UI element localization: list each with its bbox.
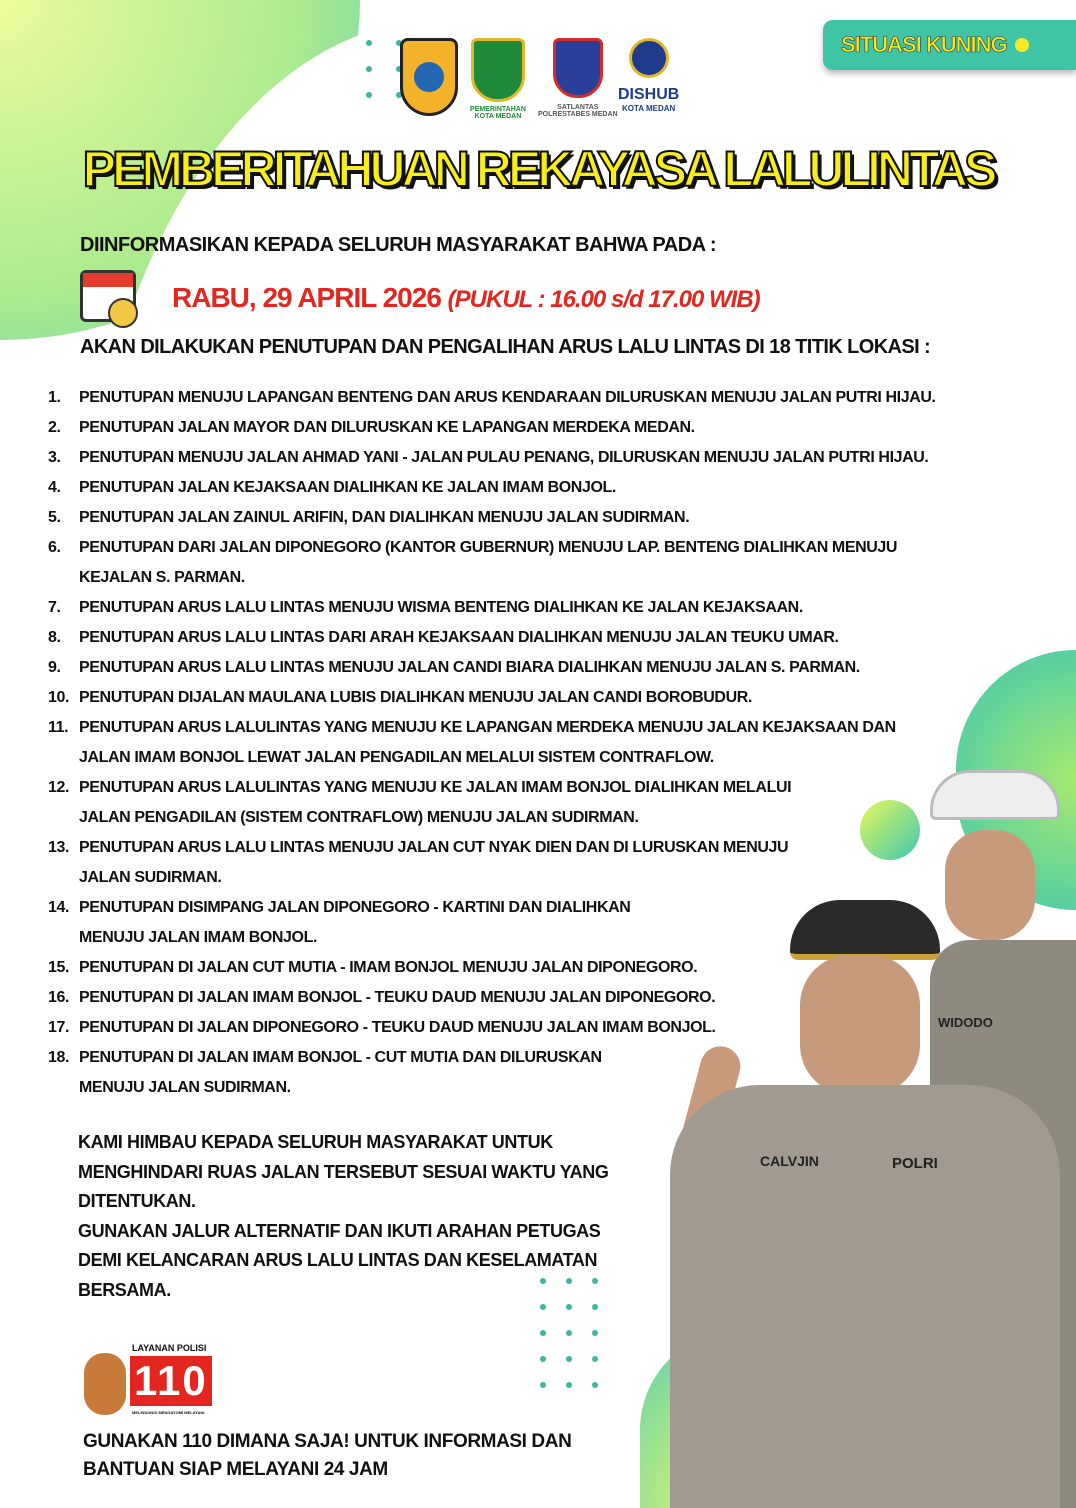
item-number: 5. — [48, 509, 61, 526]
item-text: PENUTUPAN ARUS LALULINTAS YANG MENUJU KE JALAN IMAM BONJOL DIALIHKAN MELALUI — [79, 779, 792, 796]
appeal-line: DEMI KELANCARAN ARUS LALU LINTAS DAN KESELAMATAN — [78, 1250, 598, 1270]
event-date — [172, 282, 760, 314]
footer-line: BANTUAN SIAP MELAYANI 24 JAM — [83, 1459, 388, 1480]
item-number: 18. — [48, 1049, 70, 1066]
item-text: PENUTUPAN DI JALAN IMAM BONJOL - CUT MUTIA DAN DILURUSKAN — [79, 1049, 602, 1066]
item-text: PENUTUPAN ARUS LALU LINTAS DARI ARAH KEJAKSAAN DIALIHKAN MENUJU JALAN TEUKU UMAR. — [79, 629, 839, 646]
appeal-line: GUNAKAN JALUR ALTERNATIF DAN IKUTI ARAHAN PETUGAS — [78, 1220, 601, 1241]
police-mascot-icon — [84, 1353, 126, 1415]
item-number — [48, 1073, 79, 1103]
clock-icon — [108, 298, 138, 328]
logo-satlantas: SATLANTAS POLRESTABES MEDAN — [538, 38, 618, 118]
item-text: PENUTUPAN DI JALAN IMAM BONJOL - TEUKU DAUD MENUJU JALAN DIPONEGORO. — [79, 989, 716, 1006]
item-number: 17. — [48, 1019, 70, 1036]
item-text: PENUTUPAN JALAN MAYOR DAN DILURUSKAN KE LAPANGAN MERDEKA MEDAN. — [79, 419, 695, 436]
list-item — [48, 743, 1058, 773]
item-text: MENUJU JALAN SUDIRMAN. — [79, 1079, 291, 1096]
item-number — [48, 863, 79, 893]
item-number: 4. — [48, 479, 61, 496]
appeal-text — [78, 1128, 648, 1305]
item-number: 9. — [48, 659, 61, 676]
item-text: KEJALAN S. PARMAN. — [79, 569, 245, 586]
item-number: 3. — [48, 449, 61, 466]
logo-polrestabes — [400, 38, 458, 116]
list-item — [48, 653, 1058, 683]
item-text: PENUTUPAN DI JALAN DIPONEGORO - TEUKU DAUD MENUJU JALAN IMAM BONJOL. — [79, 1019, 716, 1036]
item-number: 16. — [48, 989, 70, 1006]
item-text: PENUTUPAN MENUJU LAPANGAN BENTENG DAN ARUS KENDARAAN DILURUSKAN MENUJU JALAN PUTRI HIJAU. — [79, 389, 936, 406]
appeal-line: MENGHINDARI RUAS JALAN TERSEBUT SESUAI WAKTU YANG — [78, 1161, 609, 1182]
page-title: PEMBERITAHUAN REKAYASA LALULINTAS — [82, 141, 994, 197]
item-text: MENUJU JALAN IMAM BONJOL. — [79, 929, 318, 946]
item-text: JALAN SUDIRMAN. — [79, 869, 222, 886]
item-number: 11. — [48, 719, 69, 736]
appeal-line: KAMI HIMBAU KEPADA SELURUH MASYARAKAT UNTUK — [78, 1132, 553, 1152]
footer-text — [83, 1428, 623, 1484]
item-number: 7. — [48, 599, 61, 616]
list-item — [48, 563, 1058, 593]
item-text: PENUTUPAN ARUS LALU LINTAS MENUJU WISMA BENTENG DIALIHKAN KE JALAN KEJAKSAAN. — [79, 599, 803, 616]
name-tag: POLRI — [892, 1155, 938, 1172]
logo-pemko-medan: PEMERINTAHAN KOTA MEDAN — [470, 38, 526, 120]
item-text: PENUTUPAN JALAN KEJAKSAAN DIALIHKAN KE JALAN IMAM BONJOL. — [79, 479, 616, 496]
item-text: PENUTUPAN JALAN ZAINUL ARIFIN, DAN DIALIHKAN MENUJU JALAN SUDIRMAN. — [79, 509, 690, 526]
list-item — [48, 833, 1058, 863]
list-item — [48, 773, 1058, 803]
item-number: 1. — [48, 389, 61, 406]
item-text: PENUTUPAN MENUJU JALAN AHMAD YANI - JALAN PULAU PENANG, DILURUSKAN MENUJU JALAN PUTRI HIJAU. — [79, 449, 929, 466]
list-item — [48, 593, 1058, 623]
hotline-tagline: MELINDUNGI MENGAYOMI MELAYANI — [132, 1410, 205, 1415]
item-number — [48, 743, 79, 773]
item-number: 10. — [48, 689, 70, 706]
item-number — [48, 563, 79, 593]
logo-dishub: DISHUB KOTA MEDAN — [618, 38, 679, 113]
item-number: 13. — [48, 839, 70, 856]
appeal-line: DITENTUKAN. — [78, 1191, 196, 1211]
item-number: 6. — [48, 539, 61, 556]
item-text: PENUTUPAN DISIMPANG JALAN DIPONEGORO - KARTINI DAN DIALIHKAN — [79, 899, 631, 916]
subheading: AKAN DILAKUKAN PENUTUPAN DAN PENGALIHAN ARUS LALU LINTAS DI 18 TITIK LOKASI : — [80, 336, 931, 358]
list-item — [48, 803, 1058, 833]
hotline-number: 110 — [130, 1356, 212, 1406]
item-text: PENUTUPAN DIJALAN MAULANA LUBIS DIALIHKAN MENUJU JALAN CANDI BOROBUDUR. — [79, 689, 752, 706]
list-item — [48, 863, 1058, 893]
name-tag: WIDODO — [938, 1015, 993, 1030]
hotline-label: LAYANAN POLISI — [132, 1343, 207, 1353]
event-time: (PUKUL : 16.00 s/d 17.00 WIB) — [447, 286, 760, 313]
status-badge — [823, 20, 1076, 70]
event-day: RABU, 29 APRIL 2026 — [172, 282, 441, 313]
item-text: PENUTUPAN DARI JALAN DIPONEGORO (KANTOR GUBERNUR) MENUJU LAP. BENTENG DIALIHKAN MENUJU — [79, 539, 898, 556]
item-number — [48, 803, 79, 833]
list-item — [48, 533, 1058, 563]
item-text: JALAN IMAM BONJOL LEWAT JALAN PENGADILAN MELALUI SISTEM CONTRAFLOW. — [79, 749, 714, 766]
list-item — [48, 383, 1058, 413]
item-text: PENUTUPAN ARUS LALULINTAS YANG MENUJU KE LAPANGAN MERDEKA MENUJU JALAN KEJAKSAAN DAN — [79, 719, 896, 736]
appeal-line: BERSAMA. — [78, 1279, 171, 1300]
status-label: SITUASI KUNING — [841, 32, 1007, 57]
footer-line: GUNAKAN 110 DIMANA SAJA! UNTUK INFORMASI DAN — [83, 1431, 572, 1452]
intro-text: DIINFORMASIKAN KEPADA SELURUH MASYARAKAT BAHWA PADA : — [80, 234, 717, 256]
item-number: 15. — [48, 959, 70, 976]
item-number: 14. — [48, 899, 70, 916]
list-item — [48, 503, 1058, 533]
officer-photo-front — [650, 895, 1060, 1508]
list-item — [48, 623, 1058, 653]
list-item — [48, 473, 1058, 503]
item-text: PENUTUPAN ARUS LALU LINTAS MENUJU JALAN CANDI BIARA DIALIHKAN MENUJU JALAN S. PARMAN. — [79, 659, 860, 676]
list-item — [48, 413, 1058, 443]
item-number — [48, 923, 79, 953]
item-text: PENUTUPAN DI JALAN CUT MUTIA - IMAM BONJOL MENUJU JALAN DIPONEGORO. — [79, 959, 698, 976]
list-item — [48, 443, 1058, 473]
decor-dots — [366, 40, 402, 98]
list-item — [48, 713, 1058, 743]
status-dot-icon — [1015, 38, 1029, 52]
item-number: 8. — [48, 629, 61, 646]
hotline-110-logo — [84, 1343, 229, 1418]
item-number: 2. — [48, 419, 61, 436]
item-text: PENUTUPAN ARUS LALU LINTAS MENUJU JALAN CUT NYAK DIEN DAN DI LURUSKAN MENUJU — [79, 839, 789, 856]
item-text: JALAN PENGADILAN (SISTEM CONTRAFLOW) MENUJU JALAN SUDIRMAN. — [79, 809, 639, 826]
item-number: 12. — [48, 779, 70, 796]
list-item — [48, 683, 1058, 713]
name-tag: CALVJIN — [760, 1153, 819, 1169]
